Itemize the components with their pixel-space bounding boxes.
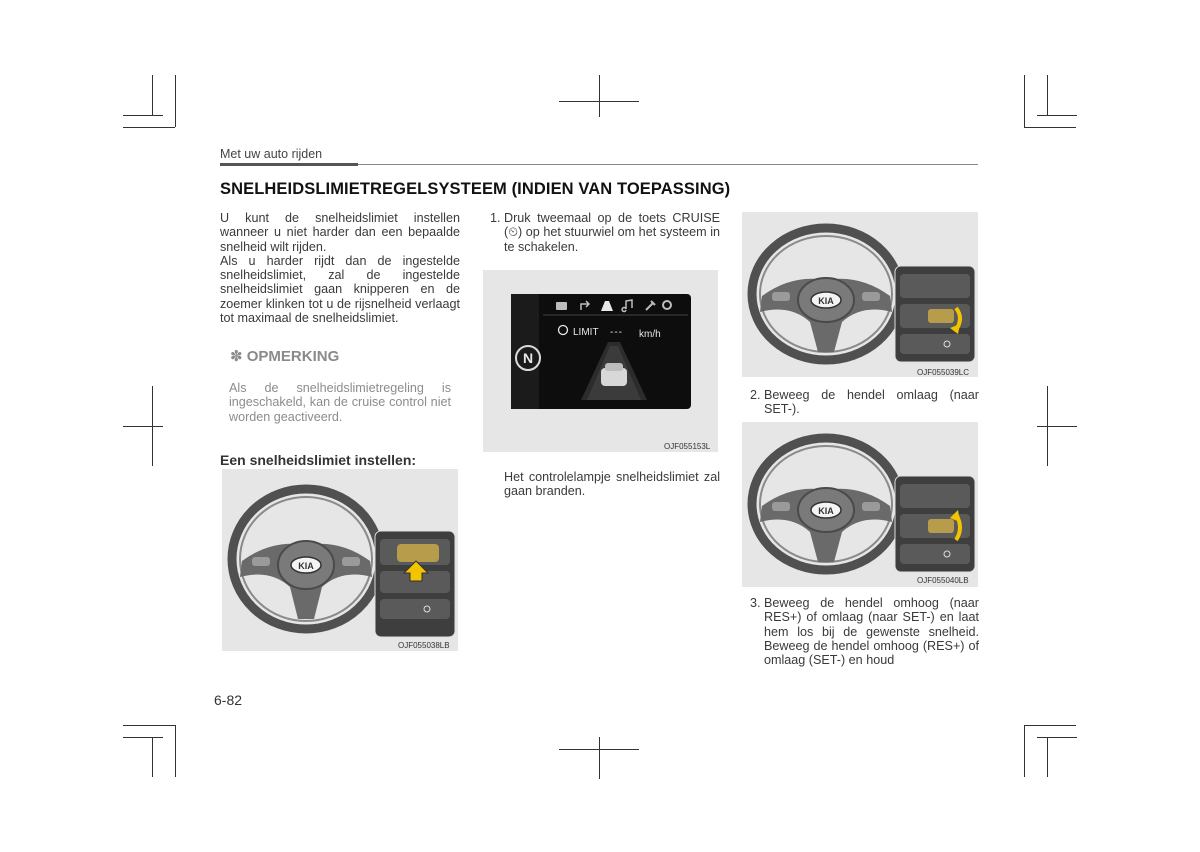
step-3-number: 3. (750, 596, 761, 610)
figure-cluster-display (483, 270, 718, 452)
step-3-text: Beweeg de hendel omhoog (naar RES+) of omlaag (naar SET-) en laat hem los bij de gewenste snelheid. Beweeg de hendel omhoog (RES+) of omlaag (SET-) en houd (764, 596, 979, 668)
step-2-text: Beweeg de hendel omlaag (naar SET-). (764, 388, 979, 417)
car-icon (556, 302, 567, 310)
limit-unit: km/h (639, 329, 661, 340)
step-1-number: 1. (490, 211, 501, 225)
crop-mark (1024, 75, 1025, 127)
figure-code-4: OJF055040LB (917, 576, 969, 585)
kia-logo: KIA (818, 296, 834, 306)
kia-logo: KIA (818, 506, 834, 516)
crop-mark (123, 737, 163, 738)
crop-mark (1024, 725, 1025, 777)
figure-code-1: OJF055038LB (398, 641, 450, 650)
crop-mark (123, 725, 175, 726)
note-heading-text: OPMERKING (246, 348, 340, 365)
crop-mark (1024, 127, 1076, 128)
crop-mark (1037, 426, 1077, 427)
figure-code-3: OJF055039LC (917, 368, 970, 377)
steering-wheel-illustration (742, 422, 978, 587)
crop-mark (175, 75, 176, 127)
intro-paragraph (220, 211, 460, 325)
gear-indicator: N (522, 350, 534, 366)
intro-text-2: Als u harder rijdt dan de ingestelde snelheidslimiet, zal de ingestelde snelheidslimiet gaan knipperen en de zoemer klinken tot u de rijsnelheid verlaagt tot maximaal de snelheidslimiet. (220, 253, 460, 326)
note-symbol: ✽ (230, 348, 243, 365)
crop-mark (1037, 115, 1077, 116)
crop-mark (1047, 737, 1048, 777)
limit-value: --- (610, 327, 623, 338)
crop-mark (559, 749, 639, 750)
crop-mark (1024, 725, 1076, 726)
crop-mark (1037, 737, 1077, 738)
figure-steering-wheel-1 (222, 469, 458, 651)
crop-mark (1047, 75, 1048, 115)
section-label: Met uw auto rijden (220, 147, 323, 161)
steering-wheel-illustration (222, 469, 458, 651)
step-1-text: Druk tweemaal op de toets CRUISE (⏲) op het stuurwiel om het systeem in te schakelen. (504, 211, 720, 254)
step-1 (490, 211, 720, 254)
crop-mark (599, 75, 600, 117)
crop-mark (123, 115, 163, 116)
crop-mark (599, 737, 600, 779)
page-title: SNELHEIDSLIMIETREGELSYSTEEM (INDIEN VAN TOEPASSING) (220, 180, 731, 198)
page-number: 6-82 (214, 692, 243, 708)
steering-wheel-illustration (742, 212, 978, 377)
crop-mark (123, 127, 175, 128)
intro-text-1: U kunt de snelheidslimiet instellen wanneer u niet harder dan een bepaalde snelheid wilt rijden. (220, 211, 460, 254)
kia-logo: KIA (298, 561, 314, 571)
crop-mark (559, 101, 639, 102)
header-rule-dark (220, 163, 358, 166)
limit-label: LIMIT (573, 327, 599, 338)
crop-mark (152, 75, 153, 115)
note-body: Als de snelheidslimietregeling is ingeschakeld, kan de cruise control niet worden geactiveerd. (229, 381, 451, 424)
figure-steering-wheel-2 (742, 212, 978, 377)
header-rule-light (358, 164, 978, 165)
section-subheading: Een snelheidslimiet instellen: (220, 452, 417, 468)
step-2-number: 2. (750, 388, 761, 402)
figure-steering-wheel-3 (742, 422, 978, 587)
step-1-note: Het controlelampje snelheidslimiet zal gaan branden. (504, 470, 720, 499)
step-2 (750, 388, 979, 417)
crop-mark (123, 426, 163, 427)
crop-mark (152, 737, 153, 777)
crop-mark (175, 725, 176, 777)
cluster-display-illustration (483, 270, 718, 452)
figure-code-2: OJF055153L (664, 442, 711, 451)
step-3 (750, 596, 979, 667)
note-heading (230, 347, 339, 365)
